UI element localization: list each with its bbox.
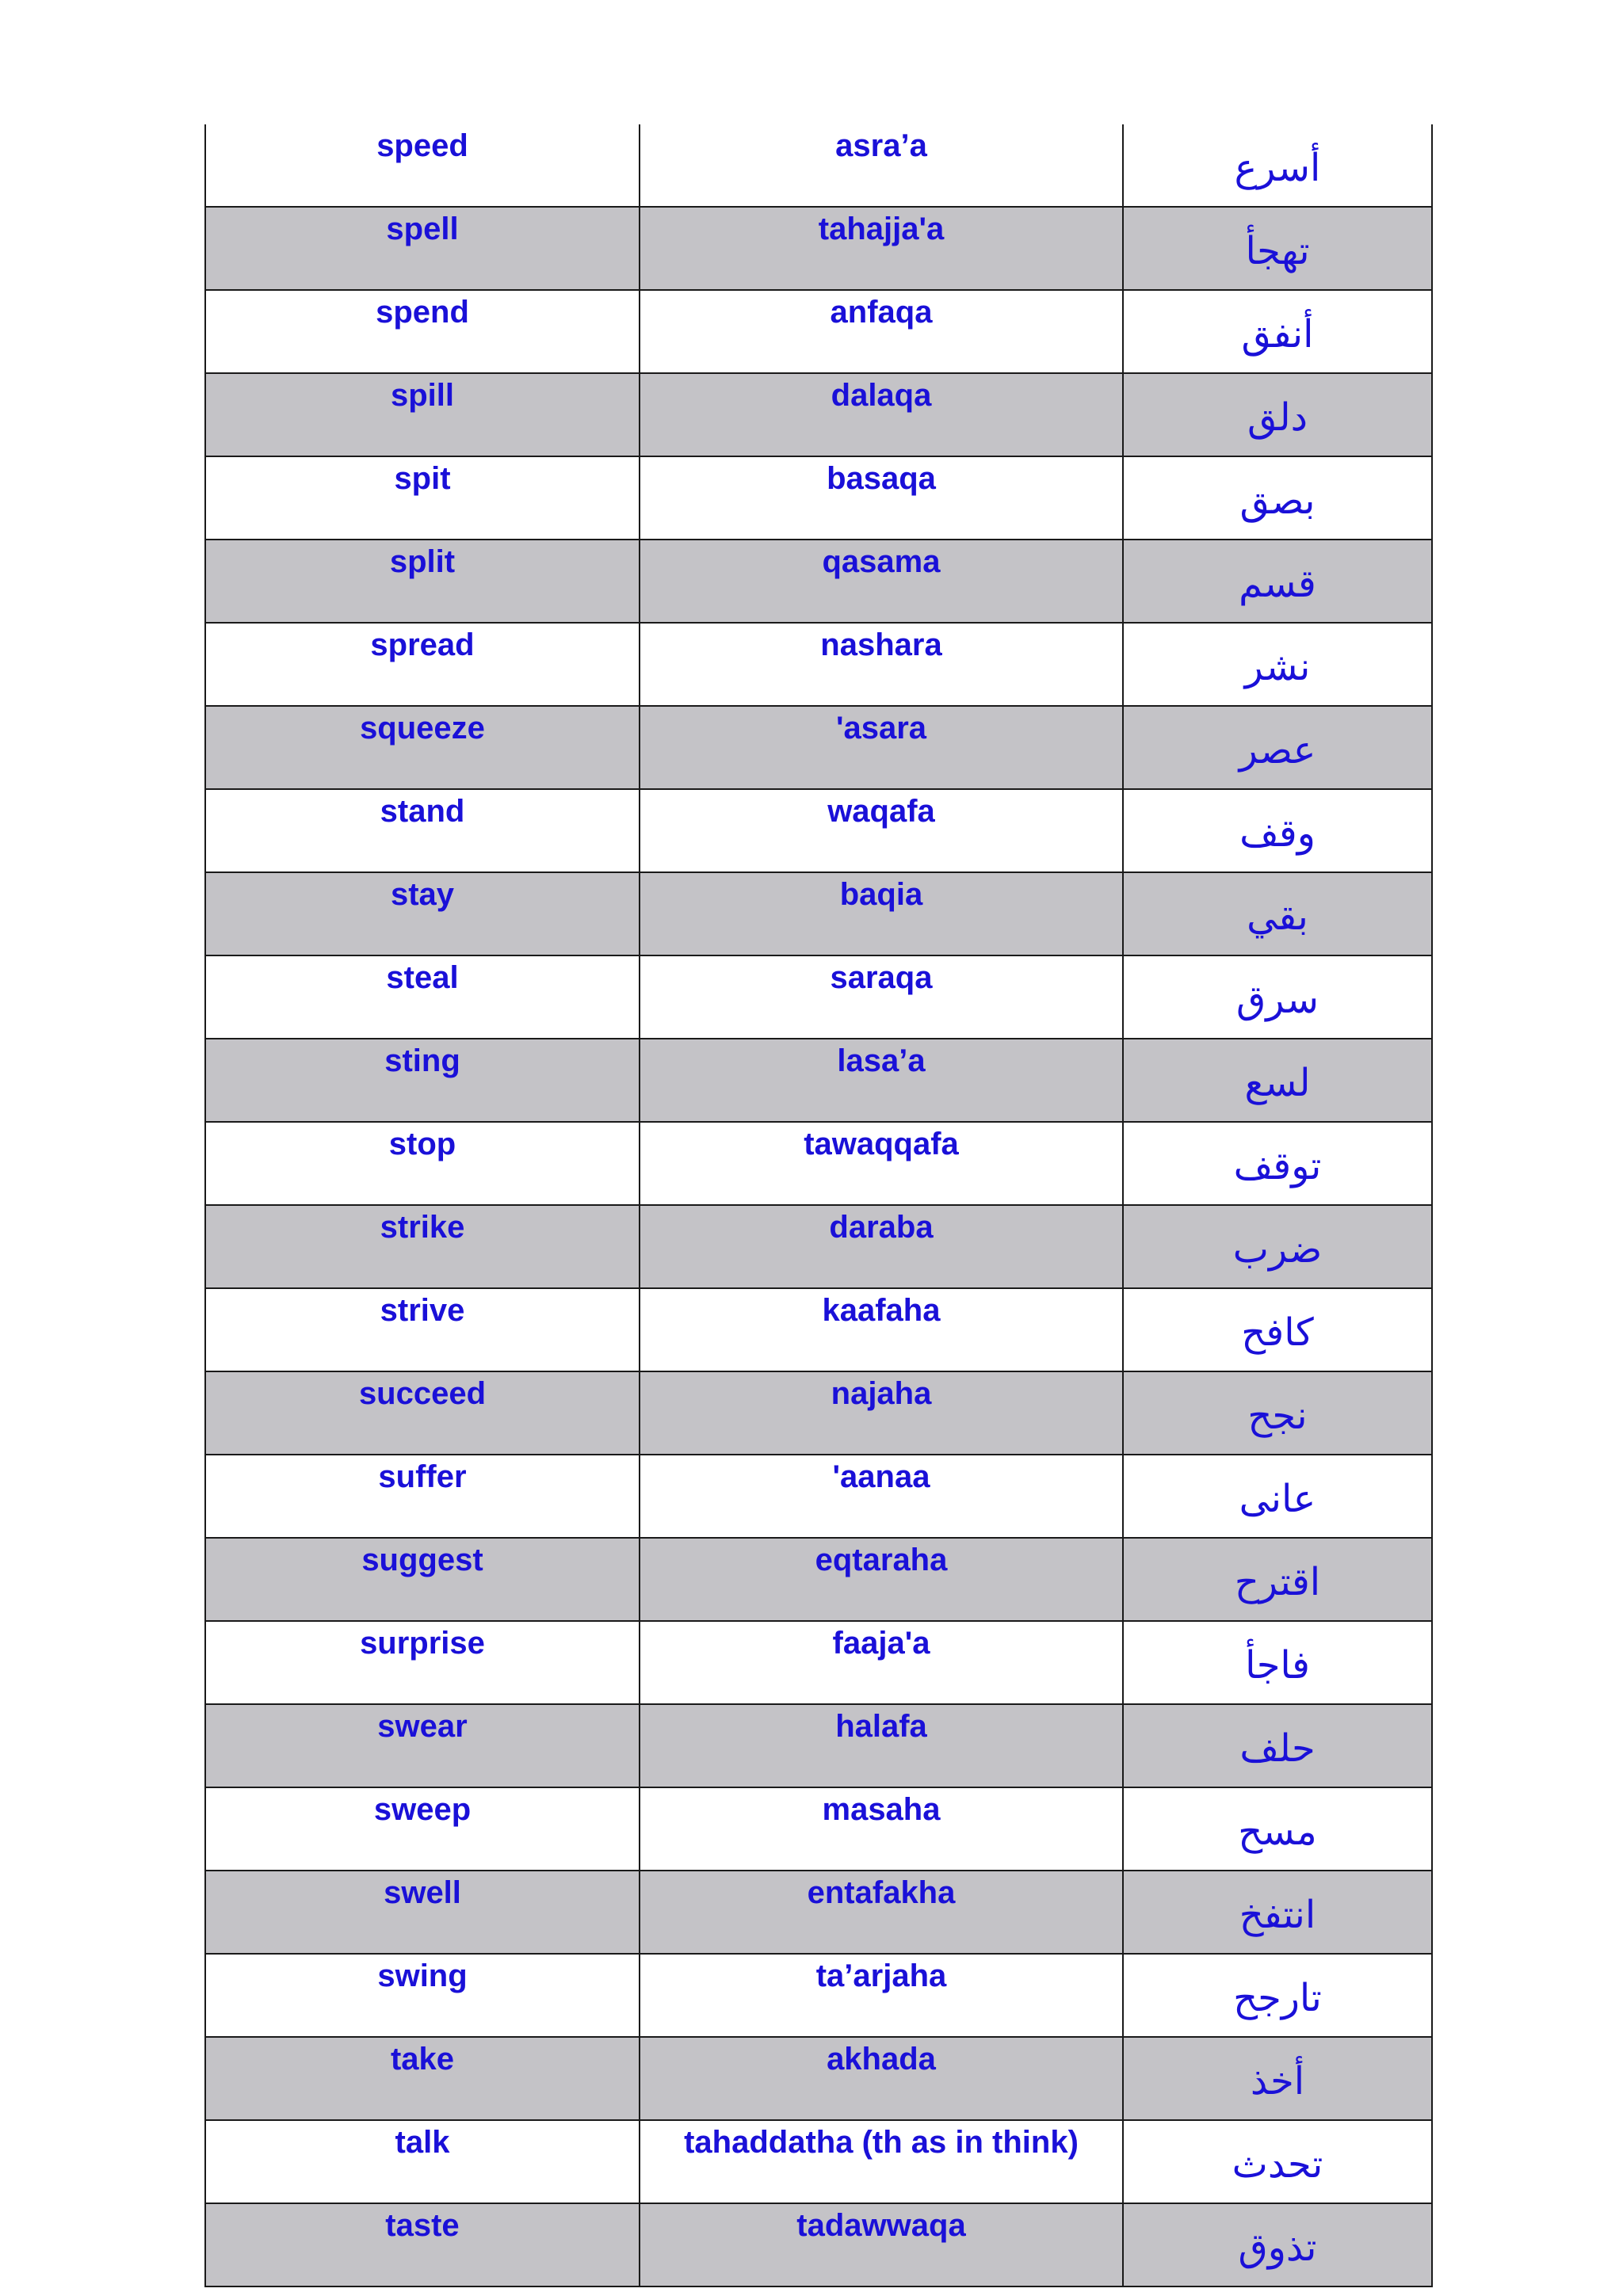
table-row (205, 540, 1432, 623)
table-row (205, 1871, 1432, 1954)
transliteration: kaafaha (640, 1288, 1123, 1371)
arabic-word: سرق (1123, 955, 1432, 1039)
english-word: strive (205, 1288, 640, 1371)
english-word: suggest (205, 1538, 640, 1621)
transliteration: tahaddatha (th as in think) (640, 2120, 1123, 2203)
english-word: stand (205, 789, 640, 872)
arabic-word: أنفق (1123, 290, 1432, 373)
transliteration: 'asara (640, 706, 1123, 789)
transliteration: nashara (640, 623, 1123, 706)
english-word: suffer (205, 1455, 640, 1538)
english-word: split (205, 540, 640, 623)
arabic-word: بقي (1123, 872, 1432, 955)
table-row (205, 207, 1432, 290)
transliteration: dalaqa (640, 373, 1123, 456)
english-word: surprise (205, 1621, 640, 1704)
transliteration: tahajja'a (640, 207, 1123, 290)
arabic-word: أخذ (1123, 2037, 1432, 2120)
transliteration: saraqa (640, 955, 1123, 1039)
table-row (205, 789, 1432, 872)
english-word: taste (205, 2203, 640, 2286)
table-row (205, 1538, 1432, 1621)
table-row (205, 290, 1432, 373)
table-row (205, 1122, 1432, 1205)
arabic-word: تارجح (1123, 1954, 1432, 2037)
transliteration: 'aanaa (640, 1455, 1123, 1538)
table-row (205, 1205, 1432, 1288)
arabic-word: تحدث (1123, 2120, 1432, 2203)
arabic-word: دلق (1123, 373, 1432, 456)
arabic-word: قسم (1123, 540, 1432, 623)
english-word: spend (205, 290, 640, 373)
english-word: stop (205, 1122, 640, 1205)
english-word: spell (205, 207, 640, 290)
vocabulary-table (204, 124, 1433, 2287)
transliteration: waqafa (640, 789, 1123, 872)
table-row (205, 124, 1432, 207)
table-row (205, 2037, 1432, 2120)
english-word: spread (205, 623, 640, 706)
arabic-word: لسع (1123, 1039, 1432, 1122)
transliteration: ta’arjaha (640, 1954, 1123, 2037)
transliteration: akhada (640, 2037, 1123, 2120)
transliteration: baqia (640, 872, 1123, 955)
arabic-word: ضرب (1123, 1205, 1432, 1288)
transliteration: basaqa (640, 456, 1123, 540)
transliteration: asra’a (640, 124, 1123, 207)
transliteration: entafakha (640, 1871, 1123, 1954)
transliteration: lasa’a (640, 1039, 1123, 1122)
arabic-word: عانى (1123, 1455, 1432, 1538)
transliteration: najaha (640, 1371, 1123, 1455)
arabic-word: عصر (1123, 706, 1432, 789)
table-row (205, 872, 1432, 955)
english-word: sting (205, 1039, 640, 1122)
arabic-word: أسرع (1123, 124, 1432, 207)
english-word: strike (205, 1205, 640, 1288)
arabic-word: نشر (1123, 623, 1432, 706)
arabic-word: انتفخ (1123, 1871, 1432, 1954)
english-word: succeed (205, 1371, 640, 1455)
transliteration: daraba (640, 1205, 1123, 1288)
table-row (205, 2203, 1432, 2286)
table-row (205, 1039, 1432, 1122)
english-word: squeeze (205, 706, 640, 789)
transliteration: tawaqqafa (640, 1122, 1123, 1205)
english-word: talk (205, 2120, 640, 2203)
table-row (205, 1455, 1432, 1538)
arabic-word: كافح (1123, 1288, 1432, 1371)
table-row (205, 1371, 1432, 1455)
arabic-word: فاجأ (1123, 1621, 1432, 1704)
english-word: spill (205, 373, 640, 456)
english-word: swing (205, 1954, 640, 2037)
table-row (205, 456, 1432, 540)
table-row (205, 373, 1432, 456)
table-row (205, 955, 1432, 1039)
arabic-word: توقف (1123, 1122, 1432, 1205)
english-word: swear (205, 1704, 640, 1787)
arabic-word: بصق (1123, 456, 1432, 540)
transliteration: halafa (640, 1704, 1123, 1787)
table-row (205, 1704, 1432, 1787)
transliteration: anfaqa (640, 290, 1123, 373)
arabic-word: وقف (1123, 789, 1432, 872)
table-row (205, 1954, 1432, 2037)
table-row (205, 623, 1432, 706)
arabic-word: تهجأ (1123, 207, 1432, 290)
table-row (205, 706, 1432, 789)
english-word: swell (205, 1871, 640, 1954)
arabic-word: نجح (1123, 1371, 1432, 1455)
table-row (205, 2120, 1432, 2203)
transliteration: tadawwaqa (640, 2203, 1123, 2286)
arabic-word: حلف (1123, 1704, 1432, 1787)
transliteration: masaha (640, 1787, 1123, 1871)
english-word: spit (205, 456, 640, 540)
arabic-word: تذوق (1123, 2203, 1432, 2286)
table-row (205, 1787, 1432, 1871)
english-word: take (205, 2037, 640, 2120)
english-word: steal (205, 955, 640, 1039)
english-word: speed (205, 124, 640, 207)
transliteration: eqtaraha (640, 1538, 1123, 1621)
table-row (205, 1621, 1432, 1704)
transliteration: faaja'a (640, 1621, 1123, 1704)
arabic-word: اقترح (1123, 1538, 1432, 1621)
table-row (205, 1288, 1432, 1371)
english-word: stay (205, 872, 640, 955)
arabic-word: مسح (1123, 1787, 1432, 1871)
transliteration: qasama (640, 540, 1123, 623)
english-word: sweep (205, 1787, 640, 1871)
vocabulary-table-body (205, 124, 1432, 2286)
